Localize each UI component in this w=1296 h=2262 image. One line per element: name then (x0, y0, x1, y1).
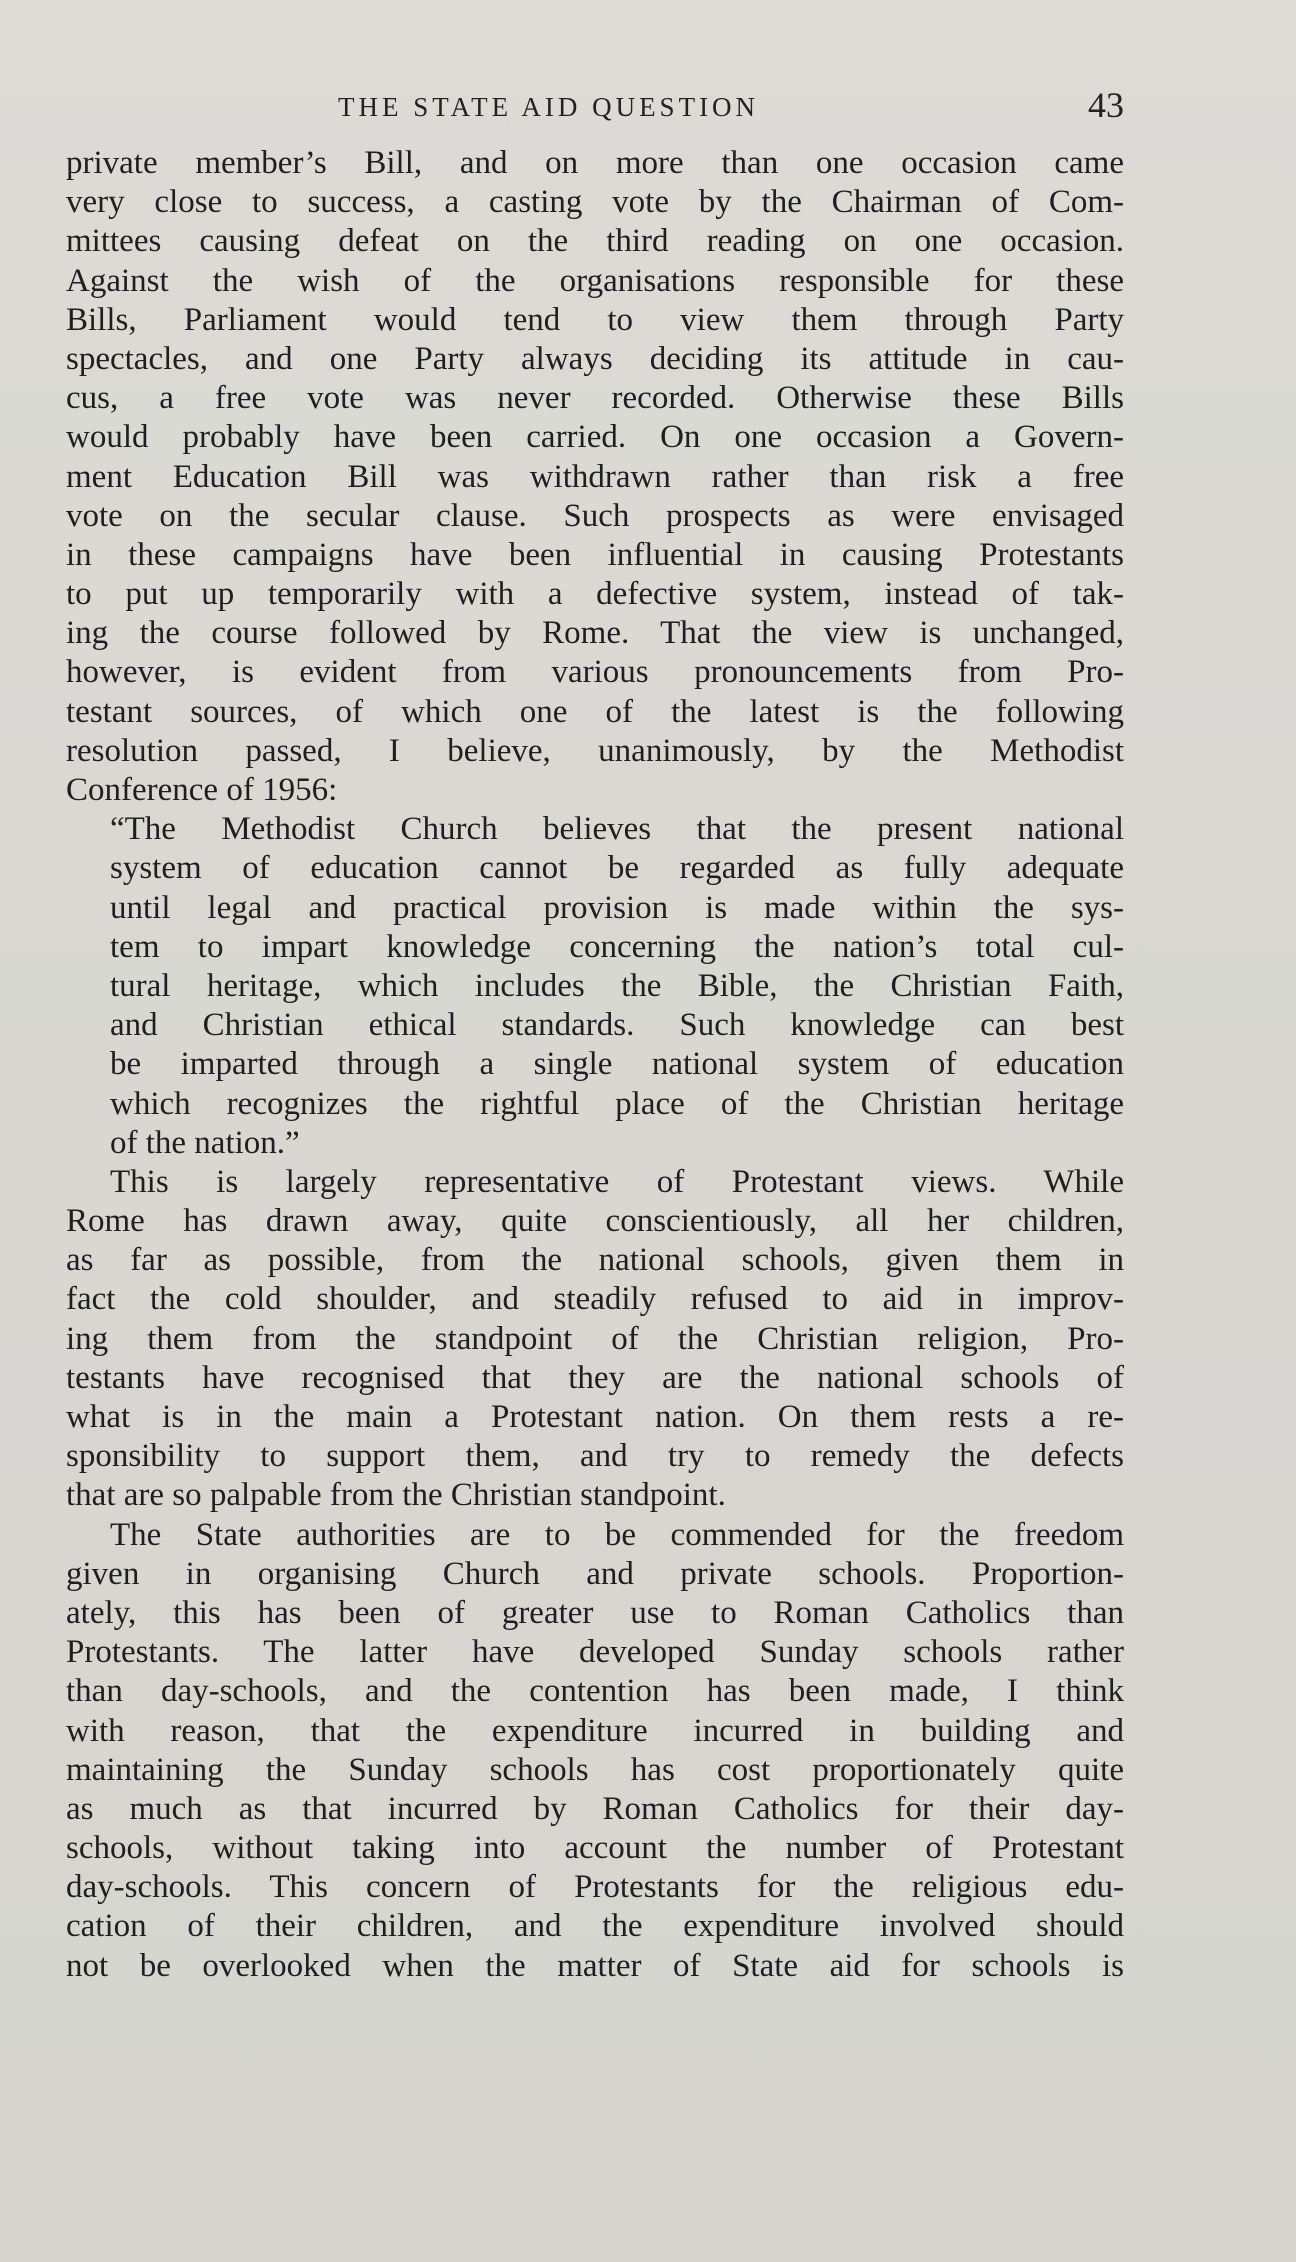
text-line: testant sources, of which one of the latest is the following (66, 693, 1124, 730)
text-line: fact the cold shoulder, and steadily refused to aid in improv- (66, 1281, 1124, 1318)
text-line: The State authorities are to be commended for the freedom (110, 1516, 1124, 1553)
text-line: ment Education Bill was withdrawn rather than risk a free (66, 458, 1124, 495)
text-line: ately, this has been of greater use to Roman Catholics than (66, 1594, 1124, 1631)
text-line: very close to success, a casting vote by the Chairman of Com- (66, 184, 1124, 221)
quote-line: tem to impart knowledge concerning the nation’s total cul- (110, 928, 1124, 965)
text-line: This is largely representative of Protestant views. While (110, 1163, 1124, 1200)
text-line: as far as possible, from the national schools, given them in (66, 1242, 1124, 1279)
quote-line: system of education cannot be regarded as fully adequate (110, 850, 1124, 887)
text-line: as much as that incurred by Roman Catholics for their day- (66, 1790, 1124, 1827)
running-head (66, 82, 1124, 132)
quote-line: be imparted through a single national system of education (110, 1046, 1124, 1083)
text-line: sponsibility to support them, and try to remedy the defects (66, 1438, 1124, 1475)
running-title: THE STATE AID QUESTION (338, 92, 760, 122)
text-line: given in organising Church and private schools. Proportion- (66, 1555, 1124, 1592)
text-line: cus, a free vote was never recorded. Otherwise these Bills (66, 380, 1124, 417)
text-line: ing the course followed by Rome. That the view is unchanged, (66, 615, 1124, 652)
text-line: vote on the secular clause. Such prospects as were envisaged (66, 497, 1124, 534)
text-line: than day-schools, and the contention has been made, I think (66, 1673, 1124, 1710)
text-line: with reason, that the expenditure incurred in building and (66, 1712, 1124, 1749)
text-line: ing them from the standpoint of the Christian religion, Pro- (66, 1320, 1124, 1357)
text-line: Conference of 1956: (66, 772, 338, 808)
text-line: resolution passed, I believe, unanimously, by the Methodist (66, 732, 1124, 769)
quote-line: tural heritage, which includes the Bible, the Christian Faith, (110, 967, 1124, 1004)
text-line: what is in the main a Protestant nation. On them rests a re- (66, 1399, 1124, 1435)
text-line: Against the wish of the organisations responsible for these (66, 262, 1124, 299)
quote-line: and Christian ethical standards. Such knowledge can best (110, 1007, 1124, 1044)
body-text (66, 144, 1124, 1986)
text-line: in these campaigns have been influential in causing Protestants (66, 536, 1124, 573)
text-line: would probably have been carried. On one occasion a Govern- (66, 419, 1124, 456)
text-line: to put up temporarily with a defective system, instead of tak- (66, 576, 1124, 613)
text-line: however, is evident from various pronouncements from Pro- (66, 654, 1124, 691)
text-line: mittees causing defeat on the third reading on one occasion. (66, 223, 1124, 260)
text-line: schools, without taking into account the number of Protestant (66, 1830, 1124, 1867)
text-line: cation of their children, and the expenditure involved should (66, 1908, 1124, 1945)
text-line: testants have recognised that they are the national schools of (66, 1359, 1124, 1396)
quote-line: “The Methodist Church believes that the present national (110, 811, 1124, 848)
text-line: maintaining the Sunday schools has cost proportionately quite (66, 1751, 1124, 1788)
text-line: that are so palpable from the Christian standpoint. (66, 1477, 726, 1514)
page-number: 43 (1088, 85, 1124, 125)
text-line: spectacles, and one Party always deciding its attitude in cau- (66, 340, 1124, 377)
text-line: private member’s Bill, and on more than one occasion came (66, 145, 1124, 181)
text-line: Bills, Parliament would tend to view them through Party (66, 301, 1124, 338)
quote-line: until legal and practical provision is made within the sys- (110, 889, 1124, 926)
text-line: Protestants. The latter have developed Sunday schools rather (66, 1634, 1124, 1671)
text-line: day-schools. This concern of Protestants for the religious edu- (66, 1869, 1124, 1906)
text-line: not be overlooked when the matter of State aid for schools is (66, 1947, 1124, 1984)
quote-line: which recognizes the rightful place of the Christian heritage (110, 1085, 1124, 1122)
quote-line: of the nation.” (110, 1124, 300, 1161)
text-line: Rome has drawn away, quite conscientiously, all her children, (66, 1203, 1124, 1240)
